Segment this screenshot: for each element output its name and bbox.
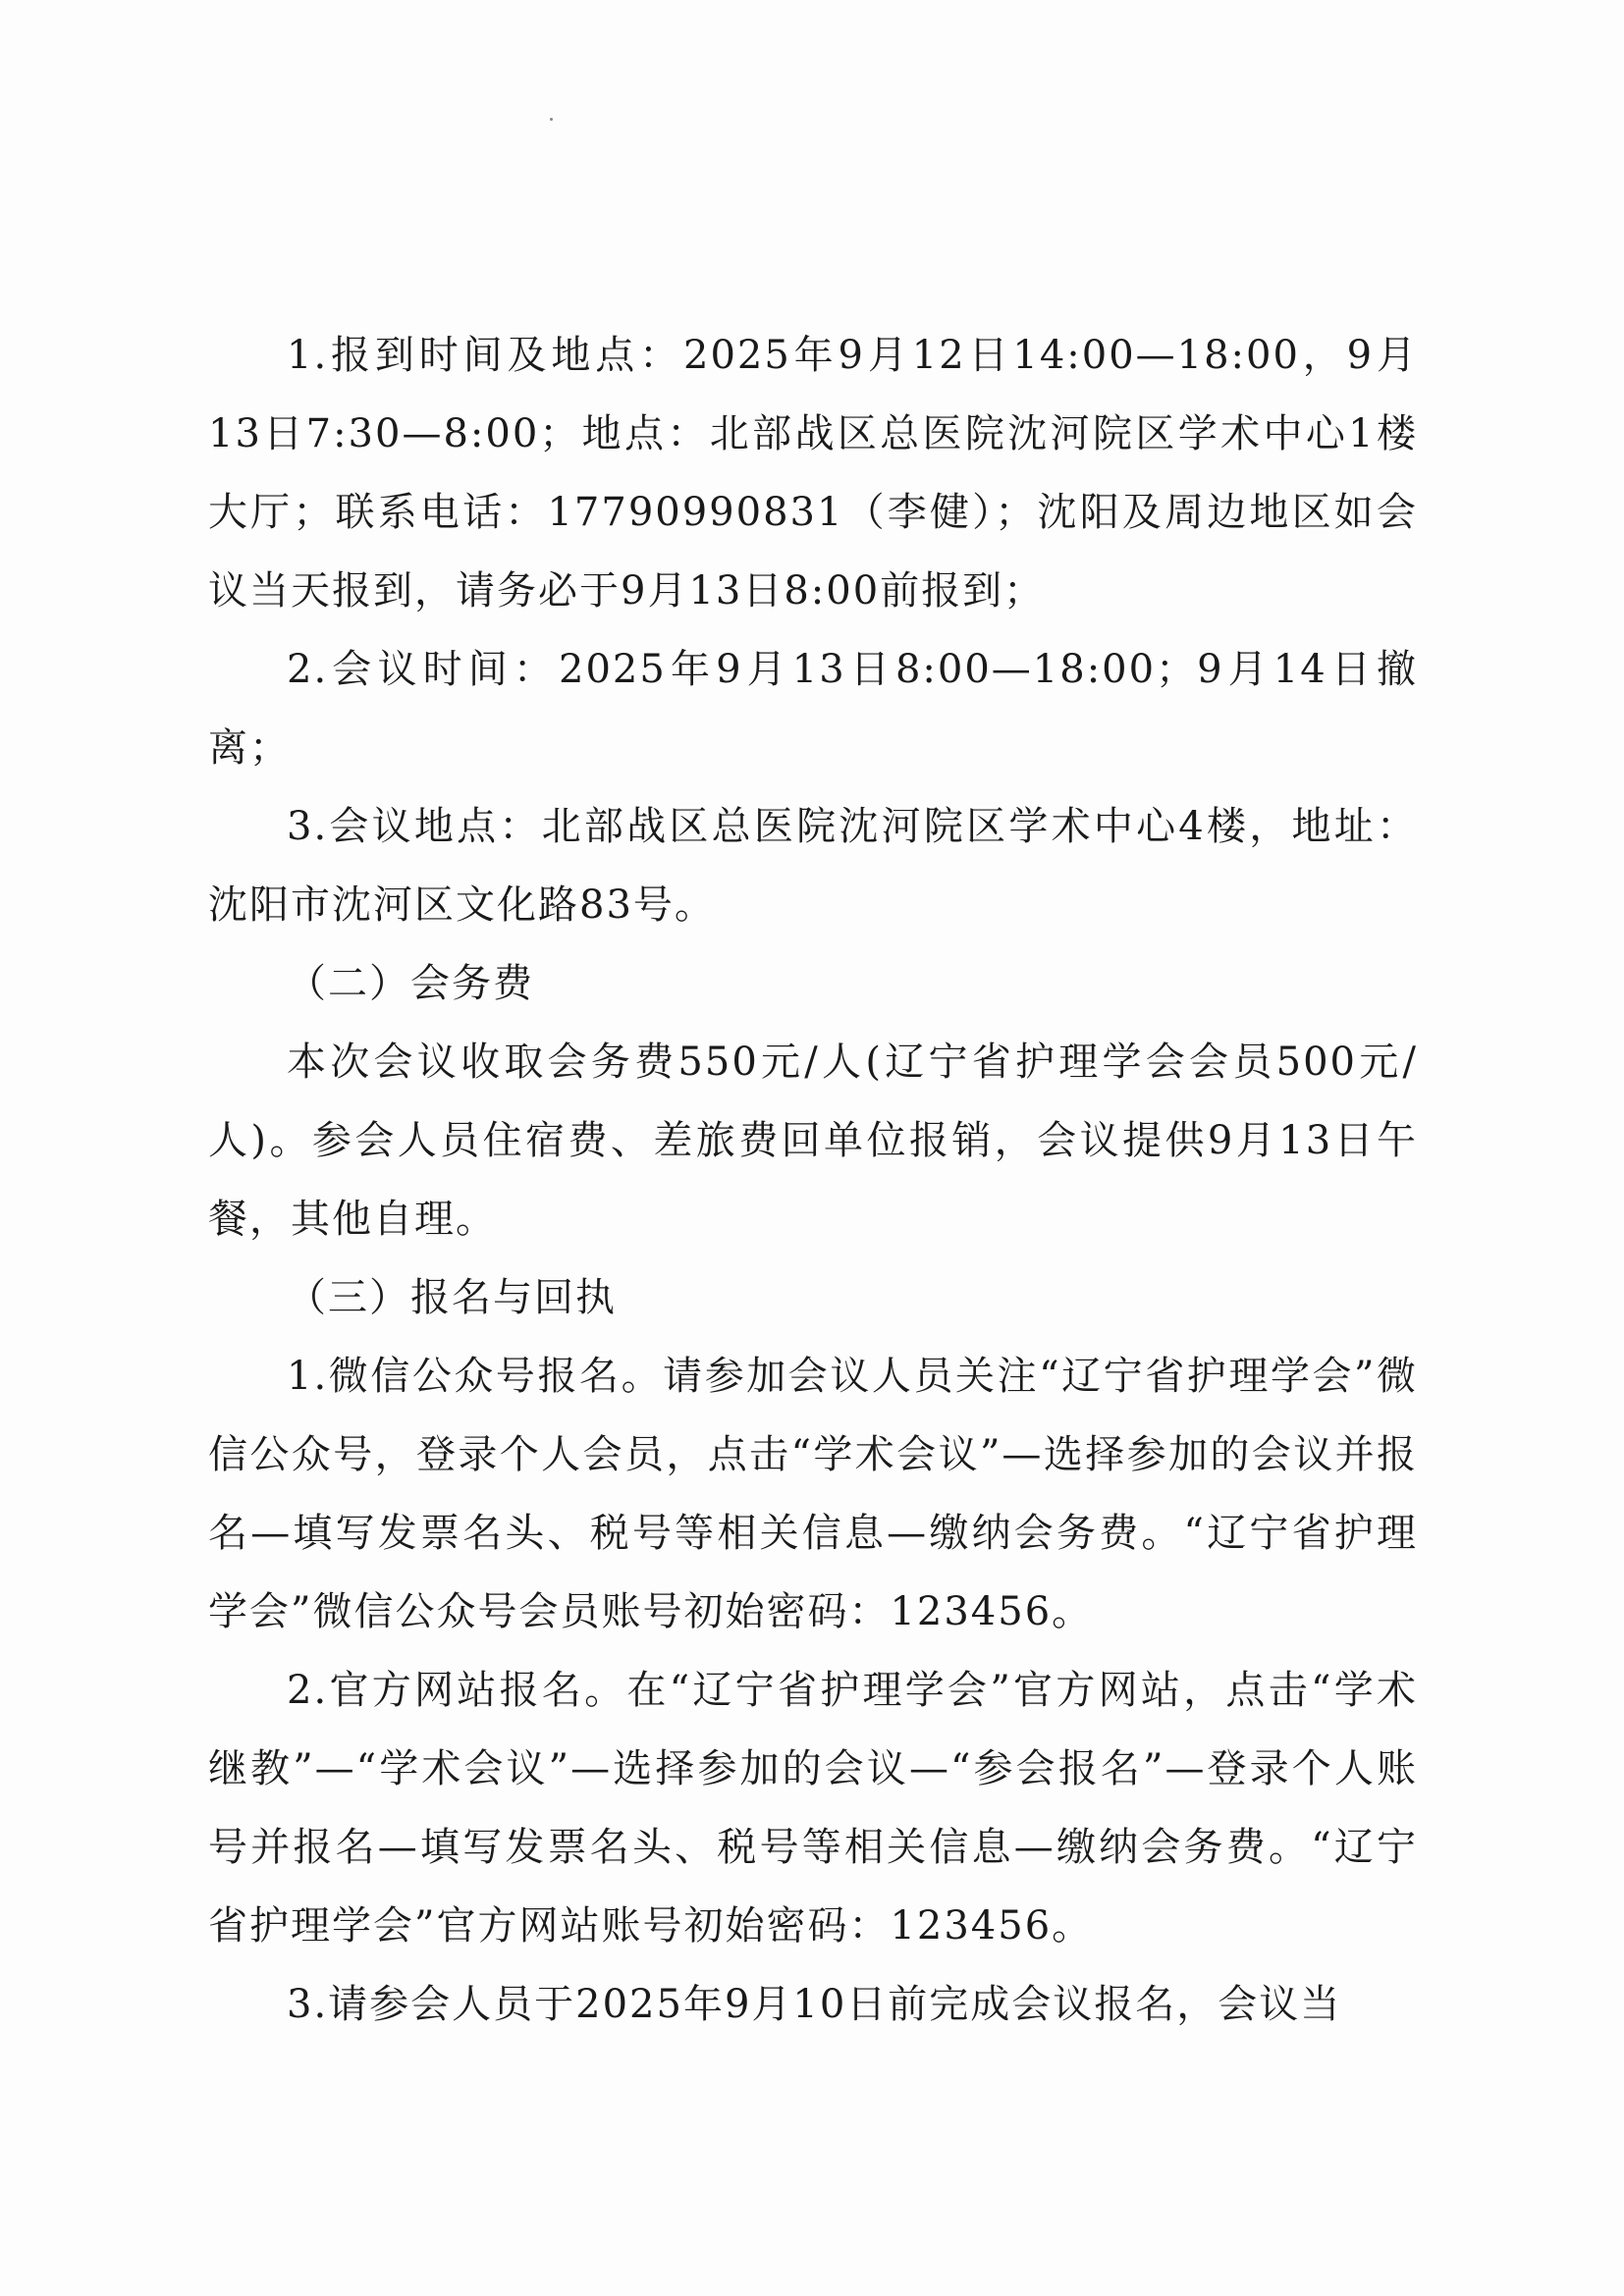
document-body [208, 316, 1418, 2044]
paragraph-meeting-venue: 3.会议地点：北部战区总医院沈河院区学术中心4楼，地址：沈阳市沈河区文化路83号。 [208, 804, 1418, 928]
section-heading-registration: （三）报名与回执 [287, 1275, 617, 1320]
paragraph-fees: 本次会议收取会务费550元/人(辽宁省护理学会会员500元/人)。参会人员住宿费、差旅费回单位报销，会议提供9月13日午餐，其他自理。 [208, 1040, 1418, 1242]
scan-speck [550, 118, 553, 121]
paragraph-wechat-registration: 1.微信公众号报名。请参加会议人员关注“辽宁省护理学会”微信公众号，登录个人会员，点击“学术会议”—选择参加的会议并报名—填写发票名头、税号等相关信息—缴纳会务费。“辽宁省护理学会”微信公众号会员账号初始密码：123456。 [208, 1354, 1418, 1634]
section-heading-fees: （二）会务费 [287, 961, 534, 1006]
paragraph-registration-deadline: 3.请参会人员于2025年9月10日前完成会议报名，会议当 [287, 1982, 1342, 2027]
paragraph-registration-time-place: 1.报到时间及地点：2025年9月12日14:00—18:00，9月13日7:30—8:00；地点：北部战区总医院沈河院区学术中心1楼大厅；联系电话：17790990831（李健）；沈阳及周边地区如会议当天报到，请务必于9月13日8:00前报到； [208, 333, 1418, 614]
paragraph-meeting-time: 2.会议时间：2025年9月13日8:00—18:00；9月14日撤离； [208, 647, 1418, 771]
paragraph-website-registration: 2.官方网站报名。在“辽宁省护理学会”官方网站，点击“学术继教”—“学术会议”—选择参加的会议—“参会报名”—登录个人账号并报名—填写发票名头、税号等相关信息—缴纳会务费。“辽宁省护理学会”官方网站账号初始密码：123456。 [208, 1668, 1418, 1949]
